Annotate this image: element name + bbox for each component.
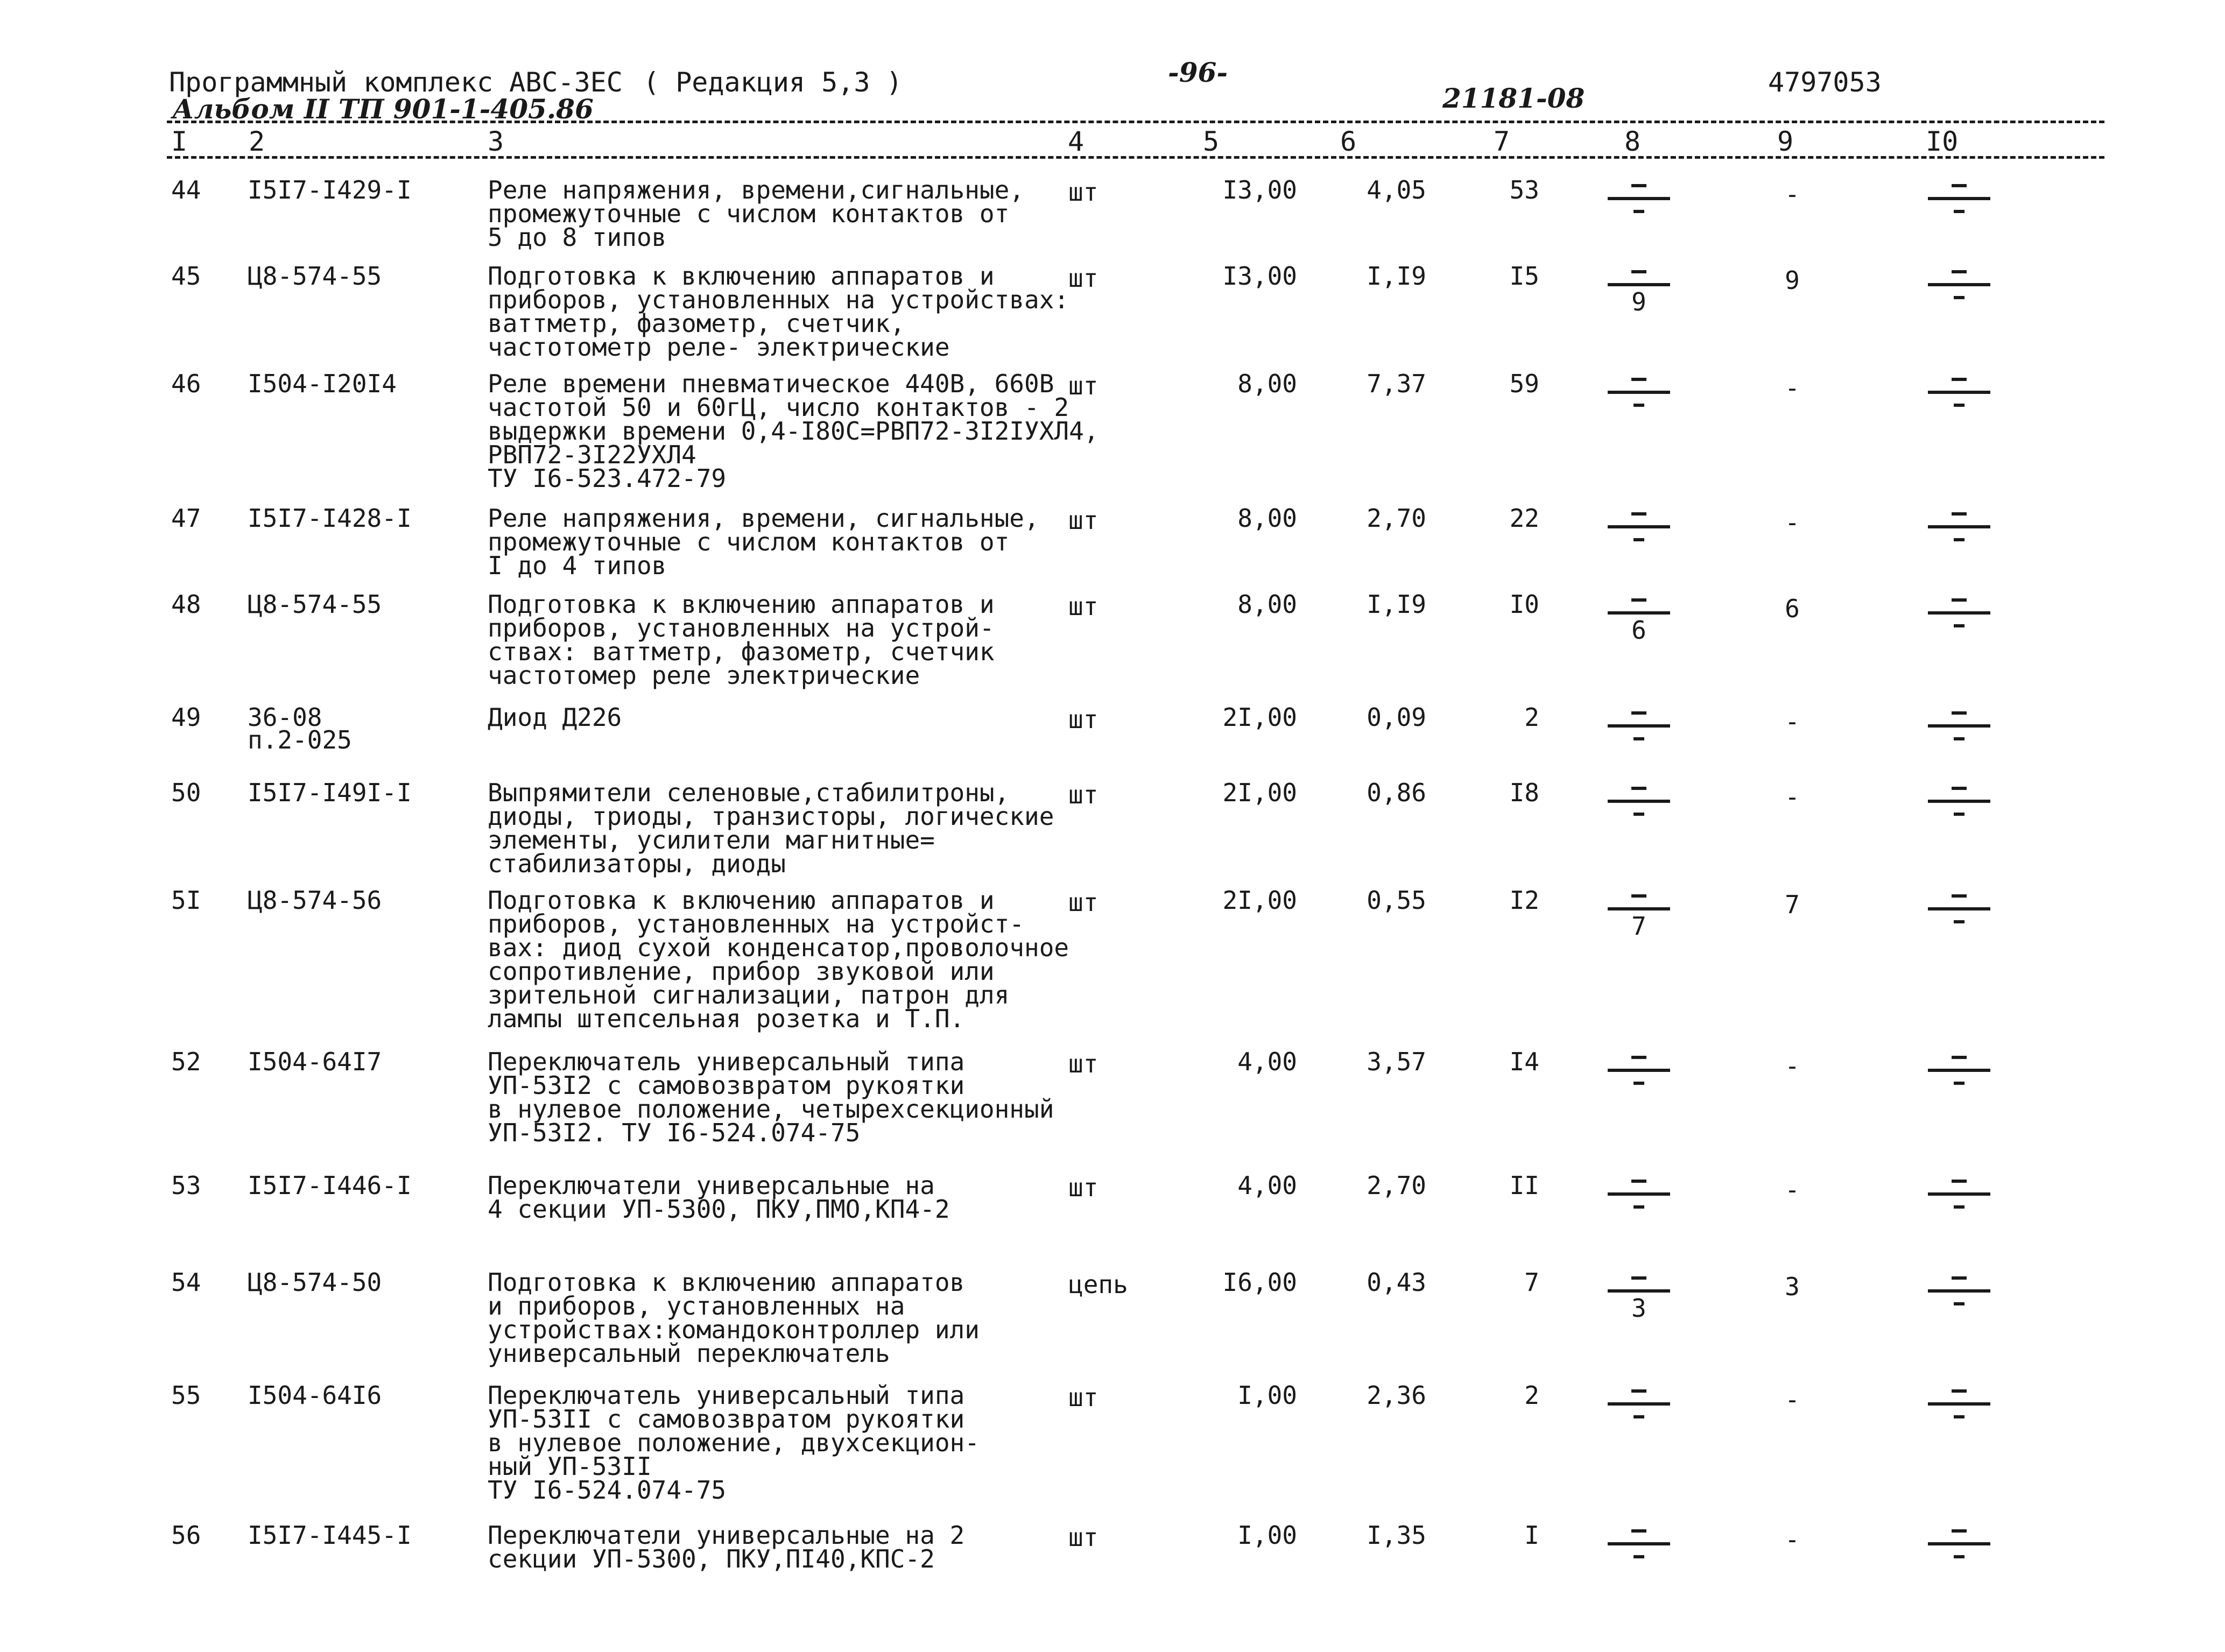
column-8-mark-bar xyxy=(1608,1192,1670,1196)
column-7-value: I4 xyxy=(1509,1047,1539,1076)
column-7-value: 59 xyxy=(1509,369,1539,398)
quantity-value: 8,00 xyxy=(1237,504,1297,533)
column-8-mark-bar xyxy=(1608,724,1670,728)
row-number: 50 xyxy=(171,778,201,807)
unit-label: шт xyxy=(1068,1173,1099,1202)
column-8-mark-bar xyxy=(1608,1542,1670,1545)
quantity-value: 4,00 xyxy=(1237,1047,1297,1076)
item-code: I504-64I7 xyxy=(248,1047,382,1076)
column-7-value: I5 xyxy=(1509,262,1539,291)
norm-value: 0,09 xyxy=(1367,703,1426,732)
column-8-mark-top xyxy=(1631,1389,1646,1393)
item-description: в нулевое положение, двухсекцион- xyxy=(488,1428,980,1457)
item-description: Подготовка к включению аппаратов и xyxy=(488,262,995,291)
document-code: 21181-08 xyxy=(1442,82,1585,114)
row-number: 45 xyxy=(171,262,201,291)
item-description: в нулевое положение, четырехсекционный xyxy=(488,1095,1054,1124)
column-10-mark-top xyxy=(1952,894,1967,898)
unit-label: шт xyxy=(1068,888,1099,917)
item-description: Переключатели универсальные на 2 xyxy=(488,1521,965,1550)
column-8-mark-top xyxy=(1631,512,1646,516)
row-number: 47 xyxy=(171,504,201,533)
column-10-mark-bottom xyxy=(1954,404,1965,407)
page-number: -96- xyxy=(1168,57,1228,88)
column-10-mark-top xyxy=(1952,512,1967,516)
column-8-mark-top xyxy=(1631,787,1646,790)
column-8-mark-denominator: 9 xyxy=(1631,287,1646,316)
column-10-mark-bar xyxy=(1928,611,1990,615)
column-10-mark-bottom xyxy=(1954,538,1965,541)
quantity-value: 4,00 xyxy=(1237,1171,1297,1200)
quantity-value: I3,00 xyxy=(1222,262,1297,291)
column-9-value: - xyxy=(1785,1051,1800,1081)
column-7-value: 53 xyxy=(1509,175,1539,204)
row-number: 5I xyxy=(171,886,201,915)
column-10-mark-top xyxy=(1952,270,1967,273)
document-number: 4797053 xyxy=(1768,67,1882,98)
column-8-mark-top xyxy=(1631,598,1646,602)
item-code: I5I7-I445-I xyxy=(248,1521,412,1550)
unit-label: цепь xyxy=(1068,1270,1128,1299)
item-description: приборов, установленных на устройст- xyxy=(488,909,1024,938)
item-description: ный УП-53II xyxy=(488,1452,652,1481)
unit-label: шт xyxy=(1068,705,1099,734)
item-description: элементы, усилители магнитные= xyxy=(488,825,935,855)
norm-value: 2,70 xyxy=(1367,1171,1426,1200)
column-8-mark-bar xyxy=(1608,611,1670,615)
column-8-mark-top xyxy=(1631,270,1646,273)
item-description: промежуточные с числом контактов от xyxy=(488,527,1010,556)
column-7-value: I2 xyxy=(1509,886,1539,915)
column-number: 9 xyxy=(1777,126,1794,157)
item-description: Реле напряжения, времени,сигнальные, xyxy=(488,175,1024,204)
column-10-mark-bar xyxy=(1928,1069,1990,1072)
unit-label: шт xyxy=(1068,592,1099,621)
item-description: вах: диод сухой конденсатор,проволочное xyxy=(488,933,1069,962)
unit-label: шт xyxy=(1068,506,1099,535)
column-8-mark-bar xyxy=(1608,525,1670,528)
row-number: 52 xyxy=(171,1047,201,1076)
norm-value: 2,70 xyxy=(1367,504,1426,533)
column-8-mark-bottom xyxy=(1633,538,1644,541)
quantity-value: 8,00 xyxy=(1237,369,1297,398)
item-code: I5I7-I428-I xyxy=(248,504,412,533)
column-8-mark-bar xyxy=(1608,1402,1670,1406)
column-8-mark-denominator: 7 xyxy=(1631,912,1646,941)
row-number: 46 xyxy=(171,369,201,398)
item-description: частотометр реле- электрические xyxy=(488,333,950,362)
column-7-value: II xyxy=(1509,1171,1539,1200)
item-description: Переключатель универсальный типа xyxy=(488,1381,965,1410)
column-7-value: 2 xyxy=(1524,1381,1539,1410)
item-description: УП-53II с самовозвратом рукоятки xyxy=(488,1404,965,1434)
column-number: 5 xyxy=(1203,126,1220,157)
item-description: ТУ I6-524.074-75 xyxy=(488,1475,727,1505)
column-10-mark-bar xyxy=(1928,1402,1990,1406)
item-description: Подготовка к включению аппаратов и xyxy=(488,590,995,619)
column-number: 3 xyxy=(488,126,504,157)
column-number: 2 xyxy=(249,126,265,157)
quantity-value: I,00 xyxy=(1237,1521,1297,1550)
row-number: 44 xyxy=(171,175,201,204)
album-reference: Альбом II ТП 901-1-405.86 xyxy=(172,93,594,125)
item-description: РВП72-3I22УХЛ4 xyxy=(488,440,696,469)
column-10-mark-bottom xyxy=(1954,296,1965,299)
column-number: I0 xyxy=(1926,126,1959,157)
item-code: п.2-025 xyxy=(248,725,352,754)
row-number: 54 xyxy=(171,1268,201,1297)
column-8-mark-top xyxy=(1631,1529,1646,1533)
item-description: частотой 50 и 60гЦ, число контактов - 2 xyxy=(488,393,1069,422)
column-10-mark-bar xyxy=(1928,1289,1990,1293)
column-10-mark-bar xyxy=(1928,907,1990,910)
column-10-mark-bar xyxy=(1928,283,1990,286)
quantity-value: 2I,00 xyxy=(1222,778,1297,807)
item-code: I5I7-I49I-I xyxy=(248,778,412,807)
column-8-mark-bottom xyxy=(1633,813,1644,816)
item-code: Ц8-574-55 xyxy=(248,262,382,291)
column-8-mark-top xyxy=(1631,711,1646,715)
quantity-value: I,00 xyxy=(1237,1381,1297,1410)
column-8-mark-bottom xyxy=(1633,1415,1644,1418)
column-9-value: - xyxy=(1785,373,1800,403)
item-description: приборов, установленных на устрой- xyxy=(488,613,995,643)
column-8-mark-top xyxy=(1631,1276,1646,1280)
item-description: выдержки времени 0,4-I80С=РВП72-3I2IУХЛ4, xyxy=(488,416,1099,446)
quantity-value: I6,00 xyxy=(1222,1268,1297,1297)
item-description: УП-53I2. ТУ I6-524.074-75 xyxy=(488,1118,861,1147)
item-description: ТУ I6-523.472-79 xyxy=(488,464,727,493)
quantity-value: 2I,00 xyxy=(1222,703,1297,732)
column-10-mark-bottom xyxy=(1954,920,1965,923)
column-10-mark-bar xyxy=(1928,1542,1990,1545)
column-10-mark-bottom xyxy=(1954,1205,1965,1209)
unit-label: шт xyxy=(1068,264,1099,293)
column-9-value: - xyxy=(1785,180,1800,209)
column-10-mark-top xyxy=(1952,378,1967,381)
column-9-value: - xyxy=(1785,1525,1800,1554)
column-10-mark-bottom xyxy=(1954,624,1965,627)
column-7-value: 7 xyxy=(1524,1268,1539,1297)
item-description: устройствах:командоконтроллер или xyxy=(488,1315,980,1344)
column-10-mark-top xyxy=(1952,1180,1967,1183)
column-7-value: I xyxy=(1524,1521,1539,1550)
unit-label: шт xyxy=(1068,1049,1099,1078)
item-description: Переключатели универсальные на xyxy=(488,1171,935,1200)
norm-value: I,I9 xyxy=(1367,590,1426,619)
item-code: I5I7-I446-I xyxy=(248,1171,412,1200)
column-number: 7 xyxy=(1494,126,1510,157)
column-8-mark-top xyxy=(1631,894,1646,898)
row-number: 56 xyxy=(171,1521,201,1550)
item-description: стабилизаторы, диоды xyxy=(488,849,786,878)
unit-label: шт xyxy=(1068,1523,1099,1552)
unit-label: шт xyxy=(1068,1383,1099,1412)
column-8-mark-bottom xyxy=(1633,210,1644,213)
unit-label: шт xyxy=(1068,178,1099,207)
header-rule-top xyxy=(167,121,2104,123)
column-9-value: - xyxy=(1785,1385,1800,1414)
column-10-mark-top xyxy=(1952,787,1967,790)
column-8-mark-bottom xyxy=(1633,737,1644,740)
item-description: 5 до 8 типов xyxy=(488,223,667,252)
unit-label: шт xyxy=(1068,371,1099,400)
item-description: диоды, триоды, транзисторы, логические xyxy=(488,802,1054,831)
column-7-value: 22 xyxy=(1509,504,1539,533)
column-10-mark-bar xyxy=(1928,800,1990,803)
column-10-mark-bottom xyxy=(1954,210,1965,213)
column-8-mark-bar xyxy=(1608,800,1670,803)
item-description: Реле времени пневматическое 440В, 660В xyxy=(488,369,1054,398)
column-8-mark-top xyxy=(1631,1056,1646,1059)
program-title: Программный комплекс АВС-ЗЕС xyxy=(169,67,623,98)
column-8-mark-denominator: 3 xyxy=(1631,1294,1646,1323)
item-description: Диод Д226 xyxy=(488,703,622,732)
item-code: 36-08 xyxy=(248,703,322,732)
item-description: 4 секции УП-5300, ПКУ,ПМО,КП4-2 xyxy=(488,1195,950,1224)
item-description: промежуточные с числом контактов от xyxy=(488,199,1010,228)
column-10-mark-top xyxy=(1952,711,1967,715)
column-10-mark-top xyxy=(1952,1276,1967,1280)
column-10-mark-bottom xyxy=(1954,813,1965,816)
item-description: I до 4 типов xyxy=(488,551,667,580)
norm-value: 2,36 xyxy=(1367,1381,1426,1410)
column-9-value: 3 xyxy=(1785,1272,1800,1301)
column-9-value: 6 xyxy=(1785,594,1800,623)
column-8-mark-bar xyxy=(1608,283,1670,286)
column-number: I xyxy=(171,126,188,157)
column-10-mark-bar xyxy=(1928,391,1990,394)
norm-value: 0,86 xyxy=(1367,778,1426,807)
row-number: 49 xyxy=(171,703,201,732)
column-7-value: 2 xyxy=(1524,703,1539,732)
item-description: сопротивление, прибор звуковой или xyxy=(488,957,995,986)
column-10-mark-bar xyxy=(1928,525,1990,528)
item-description: зрительной сигнализации, патрон для xyxy=(488,980,1010,1009)
norm-value: I,I9 xyxy=(1367,262,1426,291)
column-7-value: I0 xyxy=(1509,590,1539,619)
column-9-value: - xyxy=(1785,782,1800,811)
column-9-value: - xyxy=(1785,1175,1800,1204)
item-code: Ц8-574-55 xyxy=(248,590,382,619)
item-description: Подготовка к включению аппаратов xyxy=(488,1268,965,1297)
row-number: 55 xyxy=(171,1381,201,1410)
column-8-mark-bar xyxy=(1608,391,1670,394)
item-description: лампы штепсельная розетка и Т.П. xyxy=(488,1004,965,1033)
column-8-mark-bar xyxy=(1608,1289,1670,1293)
column-9-value: 7 xyxy=(1785,890,1800,919)
item-code: I5I7-I429-I xyxy=(248,175,412,204)
norm-value: 3,57 xyxy=(1367,1047,1426,1076)
column-9-value: 9 xyxy=(1785,266,1800,295)
edition-label: ( Редакция 5,3 ) xyxy=(643,67,903,98)
quantity-value: I3,00 xyxy=(1222,175,1297,204)
item-description: УП-53I2 с самовозвратом рукоятки xyxy=(488,1071,965,1100)
item-description: и приборов, установленных на xyxy=(488,1291,905,1321)
item-description: ваттметр, фазометр, счетчик, xyxy=(488,309,905,338)
norm-value: I,35 xyxy=(1367,1521,1426,1550)
column-10-mark-top xyxy=(1952,1389,1967,1393)
unit-label: шт xyxy=(1068,780,1099,809)
column-8-mark-bar xyxy=(1608,907,1670,910)
column-8-mark-denominator: 6 xyxy=(1631,616,1646,645)
column-8-mark-top xyxy=(1631,184,1646,187)
column-10-mark-bottom xyxy=(1954,1555,1965,1558)
column-number: 4 xyxy=(1068,126,1085,157)
column-8-mark-top xyxy=(1631,378,1646,381)
row-number: 48 xyxy=(171,590,201,619)
item-code: I504-64I6 xyxy=(248,1381,382,1410)
item-code: I504-I20I4 xyxy=(248,369,397,398)
column-8-mark-bottom xyxy=(1633,1555,1644,1558)
column-10-mark-bar xyxy=(1928,197,1990,200)
norm-value: 0,43 xyxy=(1367,1268,1426,1297)
item-description: Подготовка к включению аппаратов и xyxy=(488,886,995,915)
column-number: 8 xyxy=(1624,126,1641,157)
norm-value: 4,05 xyxy=(1367,175,1426,204)
column-8-mark-bar xyxy=(1608,197,1670,200)
column-9-value: - xyxy=(1785,508,1800,537)
norm-value: 0,55 xyxy=(1367,886,1426,915)
column-10-mark-bottom xyxy=(1954,1415,1965,1418)
column-10-mark-bar xyxy=(1928,724,1990,728)
item-description: секции УП-5300, ПКУ,ПI40,КПС-2 xyxy=(488,1544,935,1573)
item-code: Ц8-574-56 xyxy=(248,886,382,915)
quantity-value: 8,00 xyxy=(1237,590,1297,619)
column-8-mark-bottom xyxy=(1633,404,1644,407)
column-10-mark-bottom xyxy=(1954,1082,1965,1085)
item-code: Ц8-574-50 xyxy=(248,1268,382,1297)
column-8-mark-bottom xyxy=(1633,1205,1644,1209)
item-description: универсальный переключатель xyxy=(488,1339,890,1368)
column-number: 6 xyxy=(1340,126,1357,157)
item-description: Выпрямители селеновые,стабилитроны, xyxy=(488,778,1010,807)
column-10-mark-bottom xyxy=(1954,737,1965,740)
row-number: 53 xyxy=(171,1171,201,1200)
item-description: Переключатель универсальный типа xyxy=(488,1047,965,1076)
item-description: Реле напряжения, времени, сигнальные, xyxy=(488,504,1039,533)
column-10-mark-top xyxy=(1952,1529,1967,1533)
norm-value: 7,37 xyxy=(1367,369,1426,398)
column-10-mark-top xyxy=(1952,184,1967,187)
column-10-mark-bottom xyxy=(1954,1302,1965,1305)
column-10-mark-bar xyxy=(1928,1192,1990,1196)
column-10-mark-top xyxy=(1952,598,1967,602)
header-rule-bottom xyxy=(167,156,2104,159)
item-description: приборов, установленных на устройствах: xyxy=(488,285,1069,314)
column-9-value: - xyxy=(1785,707,1800,736)
item-description: частотомер реле электрические xyxy=(488,661,920,690)
quantity-value: 2I,00 xyxy=(1222,886,1297,915)
column-8-mark-bottom xyxy=(1633,1082,1644,1085)
column-8-mark-bar xyxy=(1608,1069,1670,1072)
column-8-mark-top xyxy=(1631,1180,1646,1183)
item-description: ствах: ваттметр, фазометр, счетчик xyxy=(488,637,995,666)
column-7-value: I8 xyxy=(1509,778,1539,807)
column-10-mark-top xyxy=(1952,1056,1967,1059)
